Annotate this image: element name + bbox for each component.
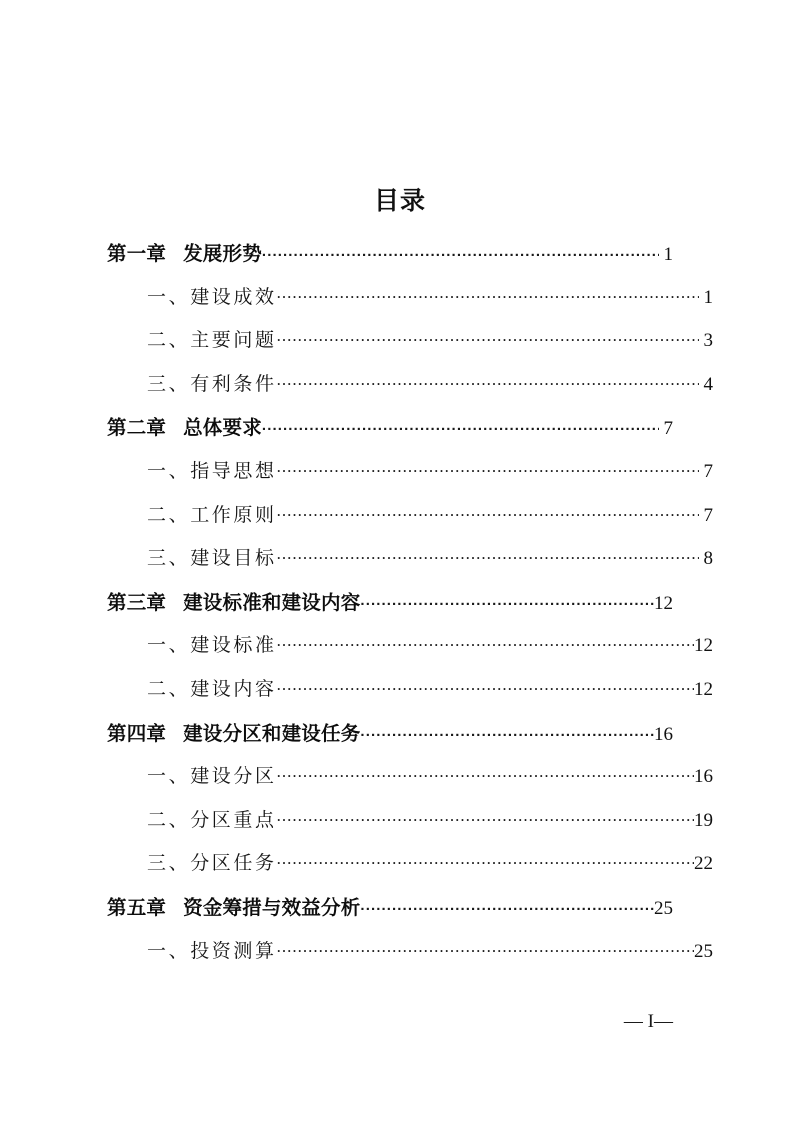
toc-page-number: 1 xyxy=(663,244,673,265)
toc-entry-label: 二、分区重点 xyxy=(147,809,277,831)
toc-entry-label xyxy=(107,892,360,920)
toc-section-entry[interactable] xyxy=(107,456,713,500)
toc-page-number: 4 xyxy=(703,373,713,395)
toc-section-entry[interactable] xyxy=(107,630,713,674)
toc-section-entry[interactable] xyxy=(107,761,713,805)
toc-entry-label: 三、分区任务 xyxy=(147,853,277,875)
page-title: 目录 xyxy=(373,187,426,215)
toc-chapter-number: 第三章 xyxy=(107,591,167,614)
toc-chapter-entry[interactable] xyxy=(107,238,673,282)
toc-section-entry[interactable] xyxy=(107,282,713,326)
toc-dot-leader xyxy=(360,894,654,914)
toc-dot-leader xyxy=(277,371,699,390)
toc-section-entry[interactable] xyxy=(107,674,713,718)
toc-dot-leader xyxy=(262,415,659,435)
toc-entry-label xyxy=(107,238,262,266)
toc-chapter-title: 资金筹措与效益分析 xyxy=(183,896,361,919)
toc-chapter-number: 第一章 xyxy=(107,243,167,265)
toc-dot-leader xyxy=(360,720,654,740)
toc-section-entry[interactable] xyxy=(107,805,713,849)
toc-dot-leader xyxy=(277,502,699,521)
toc-entry-label: 三、建设目标 xyxy=(147,548,277,570)
toc-dot-leader xyxy=(360,589,654,609)
toc-chapter-entry[interactable] xyxy=(107,718,673,762)
toc-entry-label: 一、建设成效 xyxy=(147,286,277,308)
toc-chapter-entry[interactable] xyxy=(107,587,673,631)
toc-entry-label xyxy=(107,587,360,615)
toc-dot-leader xyxy=(277,676,694,695)
toc-page-number: 12 xyxy=(694,678,713,700)
toc-entry-label: 一、建设分区 xyxy=(147,766,277,788)
toc-entry-label: 二、工作原则 xyxy=(147,504,277,526)
toc-page-number: 22 xyxy=(694,853,713,875)
toc-chapter-number: 第二章 xyxy=(107,417,167,440)
toc-page-number: 8 xyxy=(703,548,713,570)
toc-dot-leader xyxy=(277,763,694,782)
toc-dot-leader xyxy=(277,284,699,303)
toc-page-number: 19 xyxy=(694,809,713,831)
toc-dot-leader xyxy=(277,807,694,826)
toc-dot-leader xyxy=(277,632,694,651)
toc-page-number: 25 xyxy=(654,897,673,919)
toc-page-number: 7 xyxy=(703,504,713,526)
page-number-footer: — I— xyxy=(623,1011,673,1032)
toc-page-number: 1 xyxy=(703,286,713,308)
toc-chapter-title: 发展形势 xyxy=(183,243,262,265)
toc-page-number: 16 xyxy=(694,766,713,788)
toc-page-number: 16 xyxy=(654,723,673,745)
toc-page-number: 12 xyxy=(694,635,713,657)
toc-entry-label xyxy=(107,412,262,440)
toc-entry-label xyxy=(107,718,360,746)
toc-entry-label: 二、主要问题 xyxy=(147,330,277,352)
toc-entry-label: 一、指导思想 xyxy=(147,460,277,482)
toc-dot-leader xyxy=(277,327,699,346)
toc-section-entry[interactable] xyxy=(107,936,713,980)
toc-dot-leader xyxy=(277,850,694,869)
toc-chapter-number: 第四章 xyxy=(107,722,167,745)
toc-section-entry[interactable] xyxy=(107,369,713,413)
toc-dot-leader xyxy=(277,545,699,564)
toc-dot-leader xyxy=(262,241,659,261)
toc-section-entry[interactable] xyxy=(107,325,713,369)
toc-section-entry[interactable] xyxy=(107,848,713,892)
toc-page-number: 25 xyxy=(694,940,713,962)
toc-entry-label: 一、投资测算 xyxy=(147,940,277,962)
toc-chapter-number: 第五章 xyxy=(107,896,167,919)
table-of-contents-list xyxy=(107,238,713,979)
toc-chapter-title: 总体要求 xyxy=(183,417,262,440)
toc-chapter-title: 建设标准和建设内容 xyxy=(183,591,361,614)
toc-entry-label: 一、建设标准 xyxy=(147,635,277,657)
toc-chapter-entry[interactable] xyxy=(107,892,673,936)
toc-entry-label: 三、有利条件 xyxy=(147,373,277,395)
toc-dot-leader xyxy=(277,938,694,957)
toc-page-number: 12 xyxy=(654,592,673,614)
toc-chapter-title: 建设分区和建设任务 xyxy=(183,722,361,745)
toc-page-number: 3 xyxy=(703,330,713,352)
toc-dot-leader xyxy=(277,458,699,477)
toc-chapter-entry[interactable] xyxy=(107,412,673,456)
toc-section-entry[interactable] xyxy=(107,500,713,544)
toc-entry-label: 二、建设内容 xyxy=(147,678,277,700)
toc-page-number: 7 xyxy=(663,418,673,440)
toc-section-entry[interactable] xyxy=(107,543,713,587)
toc-page-number: 7 xyxy=(703,460,713,482)
